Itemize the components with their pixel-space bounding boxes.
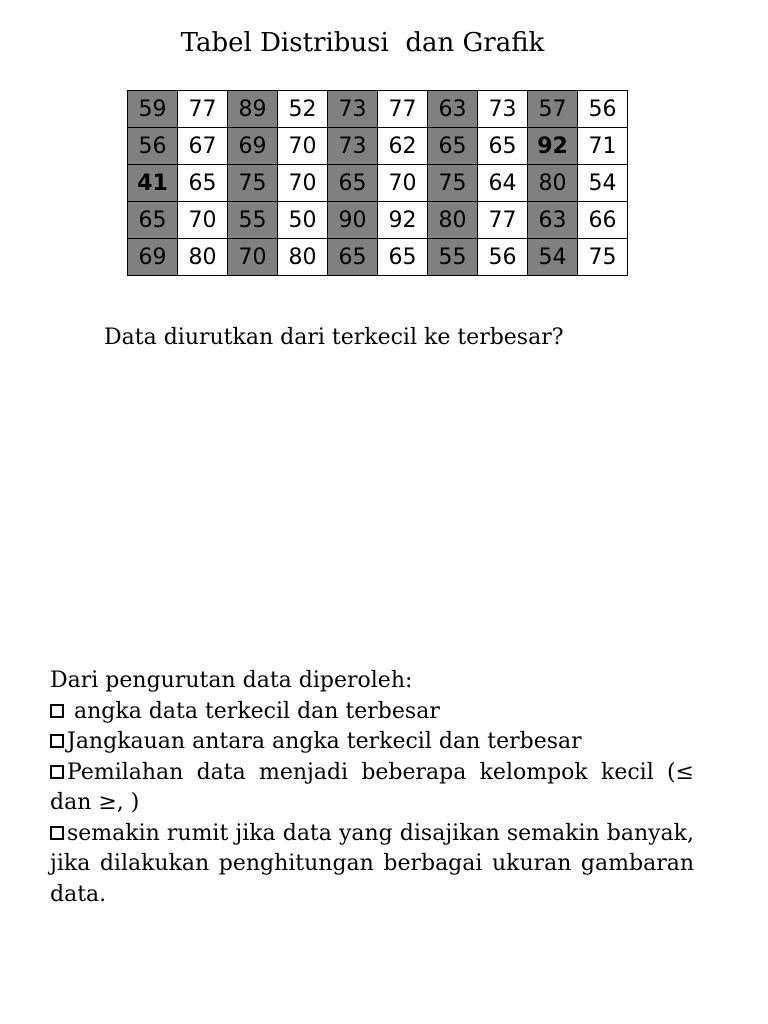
table-cell: 57 — [528, 91, 578, 128]
table-cell: 54 — [578, 165, 628, 202]
table-cell: 77 — [478, 202, 528, 239]
notes-item — [50, 819, 694, 911]
table-cell: 65 — [128, 202, 178, 239]
table-cell: 89 — [228, 91, 278, 128]
table-cell: 55 — [228, 202, 278, 239]
table-cell: 69 — [128, 239, 178, 276]
table-cell: 50 — [278, 202, 328, 239]
table-cell: 55 — [428, 239, 478, 276]
table-cell: 71 — [578, 128, 628, 165]
notes-item-text: angka data terkecil dan terbesar — [67, 698, 440, 724]
table-cell: 70 — [278, 165, 328, 202]
table-cell: 80 — [178, 239, 228, 276]
table-row — [128, 91, 628, 128]
table-cell: 73 — [478, 91, 528, 128]
table-row — [128, 128, 628, 165]
notes-item-text: Pemilahan data menjadi beberapa kelompok kecil (≤ dan ≥, ) — [50, 759, 694, 815]
table-cell: 73 — [328, 91, 378, 128]
table-cell: 77 — [178, 91, 228, 128]
table-cell: 66 — [578, 202, 628, 239]
table-cell: 56 — [578, 91, 628, 128]
notes-intro: Dari pengurutan data diperoleh: — [50, 668, 413, 693]
table-cell: 56 — [478, 239, 528, 276]
table-cell: 65 — [428, 128, 478, 165]
checkbox-square-icon — [50, 826, 64, 840]
question-text: Data diurutkan dari terkecil ke terbesar? — [104, 325, 564, 350]
table-cell: 54 — [528, 239, 578, 276]
table-cell: 73 — [328, 128, 378, 165]
notes-section — [50, 666, 694, 910]
table-row — [128, 202, 628, 239]
table-cell: 92 — [378, 202, 428, 239]
table-cell: 41 — [128, 165, 178, 202]
table-cell: 59 — [128, 91, 178, 128]
table-cell: 67 — [178, 128, 228, 165]
table-cell: 70 — [378, 165, 428, 202]
table-cell: 75 — [428, 165, 478, 202]
table-cell: 80 — [528, 165, 578, 202]
checkbox-square-icon — [50, 704, 64, 718]
table-cell: 75 — [228, 165, 278, 202]
table-row — [128, 239, 628, 276]
table-cell: 80 — [428, 202, 478, 239]
table-cell: 69 — [228, 128, 278, 165]
table-cell: 80 — [278, 239, 328, 276]
table-cell: 75 — [578, 239, 628, 276]
checkbox-square-icon — [50, 765, 64, 779]
table-cell: 63 — [528, 202, 578, 239]
table-cell: 65 — [178, 165, 228, 202]
notes-item — [50, 727, 694, 758]
table-cell: 63 — [428, 91, 478, 128]
table-cell: 65 — [328, 239, 378, 276]
table-cell: 70 — [278, 128, 328, 165]
table-cell: 52 — [278, 91, 328, 128]
data-table — [127, 90, 628, 276]
notes-item — [50, 758, 694, 819]
table-cell: 65 — [378, 239, 428, 276]
notes-item — [50, 697, 694, 728]
table-cell: 90 — [328, 202, 378, 239]
table-cell: 92 — [528, 128, 578, 165]
notes-item-text: Jangkauan antara angka terkecil dan terbesar — [67, 729, 582, 754]
table-row — [128, 165, 628, 202]
table-cell: 64 — [478, 165, 528, 202]
table-cell: 65 — [478, 128, 528, 165]
table-cell: 70 — [228, 239, 278, 276]
table-cell: 77 — [378, 91, 428, 128]
checkbox-square-icon — [50, 734, 64, 748]
table-cell: 70 — [178, 202, 228, 239]
table-cell: 65 — [328, 165, 378, 202]
page-title: Tabel Distribusi dan Grafik — [180, 28, 545, 58]
data-table-body — [128, 91, 628, 276]
notes-item-text: semakin rumit jika data yang disajikan semakin banyak, jika dilakukan penghitungan berbagai ukuran gambaran data. — [50, 820, 694, 907]
table-cell: 56 — [128, 128, 178, 165]
table-cell: 62 — [378, 128, 428, 165]
